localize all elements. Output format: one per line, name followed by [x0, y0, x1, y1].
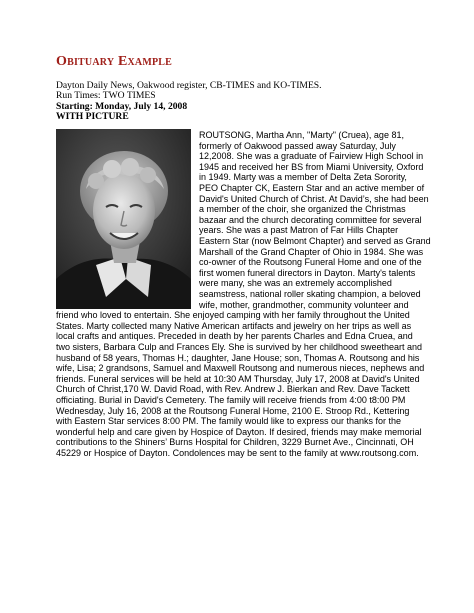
obituary-line: seamstress, national roller skating champion, a beloved	[199, 289, 421, 299]
run-times: Run Times: TWO TIMES	[56, 90, 156, 102]
obituary-line: contributions to the Shiners’ Burns Hospital for Children, 3229 Burnet Ave., Cincinnati, OH	[56, 437, 414, 448]
publication-list: Dayton Daily News, Oakwood register, CB-TIMES and KO-TIMES.	[56, 80, 322, 91]
obituary-line: local crafts and antiques. Preceded in death by her parents Charles and Edna Cruea, and	[56, 331, 413, 342]
obituary-line: David's United Church of Christ. At David’s, she had been	[199, 193, 429, 204]
run-details	[56, 81, 416, 123]
portrait-photo	[56, 129, 191, 309]
obituary-line: Wednesday, July 16, 2008 at the Routsong Funeral Home, 2100 E. Stroop Rd., Kettering	[56, 405, 410, 416]
obituary-line: wife, mother, grandmother, community volunteer and	[199, 299, 409, 310]
obituary-line: were many, she was an extremely accomplished	[199, 278, 392, 289]
obituary-line: a member of the choir, she organized the Christmas	[199, 204, 406, 215]
obituary-line: years. She was a past Matron of Far Hills Chapter	[199, 225, 399, 236]
start-date: Starting: Monday, July 14, 2008	[56, 100, 188, 112]
obituary-line: with Eastern Star services 8:00 PM. The family would like to express our thanks for the	[56, 416, 401, 427]
document-title: Obituary Example	[56, 54, 173, 69]
obituary-line: friend who loved to entertain. She enjoyed camping with her family throughout the United	[56, 310, 410, 321]
with-picture-note: WITH PICTURE	[56, 111, 129, 123]
obituary-line: two sisters, Barbara Culp and Frances Ely. She is survived by her childhood sweetheart and	[56, 342, 423, 352]
obituary-line: 45229 or Hospice of Dayton. Condolences may be sent to the family at www.routsong.com.	[56, 448, 419, 458]
obituary-line: ROUTSONG, Martha Ann, "Marty" (Cruea), age 81,	[199, 130, 404, 140]
portrait-photo-icon	[56, 129, 191, 309]
obituary-line: Eastern Star (now Belmont Chapter) and served as Grand	[199, 236, 431, 246]
obituary-line: 1945 and received her BS from Miami University, Oxford	[199, 161, 424, 172]
obituary-line: wonderful help and care given by Hospice of Dayton. If desired, friends may make memorial	[56, 426, 422, 437]
obituary-line: bazaar and the church decorating committee for several	[199, 214, 422, 225]
obituary-line: co-owner of the Routsong Funeral Home and one of the	[199, 257, 422, 268]
obituary-line: husband of 58 years, Thomas H.; daughter, Jane House; son, Thomas A. Routsong and his	[56, 352, 420, 363]
obituary-line: first women funeral directors in Dayton. Marty's talents	[199, 267, 416, 278]
obituary-line: wife, Lisa; 2 grandsons, Samuel and Maxwell Routsong and numerous nieces, nephews and	[56, 363, 425, 374]
obituary-line: Marshall of the Grand Chapter of Ohio in 1984. She was	[199, 246, 424, 257]
obituary-line: in 1949. Marty was a member of Delta Zeta Sorority,	[199, 172, 407, 183]
obituary-line: friends. Funeral services will be held at 10:30 AM Thursday, July 17, 2008 at David's United	[56, 373, 420, 384]
obituary-line: 12,2008. She was a graduate of Fairview High School in	[199, 151, 424, 162]
obituary-line: States. Marty collected many Native American artifacts and jewelry on her trips as well as	[56, 320, 412, 331]
obituary-line: formerly of Oakwood passed away Saturday, July	[199, 140, 396, 151]
obituary-line: officiating. Burial in David's Cemetery. The family will receive friends from 4:00 t8:00 PM	[56, 395, 406, 405]
obituary-line: Church of Christ,170 W. David Road, with Rev. Andrew J. Bierkan and Rev. Dave Tackett	[56, 384, 410, 395]
obituary-line: PEO Chapter CK, Eastern Star and an active member of	[199, 183, 425, 193]
